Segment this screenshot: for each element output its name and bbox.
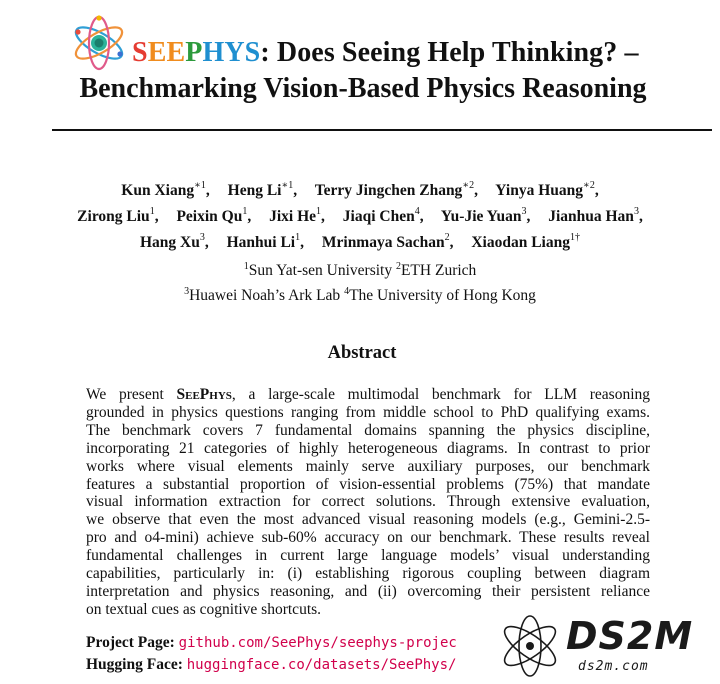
author: Jianhua Han$^3$	[548, 206, 639, 226]
author: Yu-Jie Yuan$^3$	[440, 206, 527, 226]
abstract-line: grounded in physics questions ranging from middle school to PhD qualifying exams.	[86, 403, 650, 421]
abstract-line: fundamental challenges in current large language models’ visual understanding	[86, 547, 650, 565]
author: Peixin Qu$^1$	[176, 206, 248, 226]
abstract-line: pro and o4-mini) achieve sub-60% accuracy on our benchmark. These results reveal	[86, 529, 650, 547]
abstract-line: capabilities, particularly in: (i) establishing rigorous coupling between diagram	[86, 565, 650, 583]
benchmark-name: SEEPHYS	[132, 37, 261, 68]
abstract-line: We present SeePhys, a large-scale multimodal benchmark for LLM reasoning	[86, 386, 650, 403]
author: Heng $Li^{∗1}$	[227, 180, 294, 200]
author: Jixi He$^1$	[269, 206, 322, 226]
watermark-logo-text: DS2M	[566, 614, 694, 658]
abstract-line: incorporating 21 categories of highly heterogeneous diagrams. In contrast to prior	[86, 439, 650, 457]
title-block	[0, 0, 720, 130]
project-page-label: Project Page:	[86, 634, 175, 651]
watermark	[496, 612, 712, 680]
hugging-face-label: Hugging Face:	[86, 656, 183, 673]
author: Jiaqi Chen$^4$	[342, 206, 420, 226]
author-row: Zirong Liu$^1$, Peixin Qu$^1$, Jixi He$^1$, Jiaqi Chen$^4$, Yu-Jie Yuan$^3$, Jianhua Han$^3$,	[77, 206, 643, 226]
resource-links	[86, 632, 457, 676]
author: Kun Xiang$^{∗1}$	[121, 180, 206, 200]
abstract-body	[86, 386, 650, 619]
hugging-face-row	[86, 654, 457, 676]
author: Zirong Liu$^1$	[77, 206, 155, 226]
author-list	[0, 176, 720, 254]
project-page-link[interactable]: github.com/SeePhys/seephys-projec	[178, 635, 457, 651]
benchmark-name-inline: SeePhys	[176, 386, 232, 403]
author: Xiaodan Liang$^{1\dagger}$	[471, 232, 580, 252]
title-rest: : Does Seeing Help Thinking? –	[260, 37, 639, 68]
abstract-line: interpretation and physics reasoning, and (ii) overcoming their persistent reliance	[86, 582, 650, 600]
abstract-line: visual information extraction for correct solutions. Through extensive evaluation,	[86, 493, 650, 511]
author: Yinya Huang$^{∗2}$	[495, 180, 595, 200]
affiliation-row: $^3$Huawei Noah’s Ark Lab $^4$The University of Hong Kong	[184, 286, 536, 305]
author-row: Hang Xu$^3$, Hanhui Li$^1$, Mrinmaya Sachan$^2$, Xiaodan Liang$^{1\dagger}$	[140, 232, 580, 252]
author: Hang Xu$^3$	[140, 232, 205, 252]
hugging-face-link[interactable]: huggingface.co/datasets/SeePhys/	[186, 657, 457, 673]
affiliations	[0, 256, 720, 306]
project-page-row	[86, 632, 457, 654]
atom-logo-icon	[70, 14, 128, 72]
author: Terry Jingchen Zhang$^{∗2}$	[314, 180, 475, 200]
abstract-heading: Abstract	[327, 343, 397, 363]
watermark-domain: ds2m.com	[578, 659, 649, 674]
paper-title-line-2: Benchmarking Vision-Based Physics Reasoning	[79, 73, 647, 104]
abstract-line: features a substantial proportion of vision-essential problems (75%) that mandate	[86, 475, 650, 493]
paper-title-line-1	[132, 37, 639, 69]
abstract-line: The benchmark covers 7 fundamental domains spanning the physics discipline,	[86, 421, 650, 439]
abstract-line: we observe that even the most advanced visual reasoning models (e.g., Gemini-2.5-	[86, 511, 650, 529]
atom-icon	[496, 612, 566, 680]
abstract-line: works where visual elements mainly serve auxiliary purposes, our benchmark	[86, 457, 650, 475]
affiliation-row: $^1$Sun Yat-sen University $^2$ETH Zurich	[243, 261, 477, 280]
author: Mrinmaya Sachan$^2$	[321, 232, 450, 252]
abstract-line: on textual cues as cognitive shortcuts.	[86, 600, 322, 618]
author-row: Kun Xiang$^{∗1}$, Heng $Li^{∗1}$, Terry Jingchen Zhang$^{∗2}$, Yinya Huang$^{∗2}$,	[121, 180, 599, 200]
author: Hanhui Li$^1$	[226, 232, 301, 252]
title-rule	[52, 129, 712, 131]
